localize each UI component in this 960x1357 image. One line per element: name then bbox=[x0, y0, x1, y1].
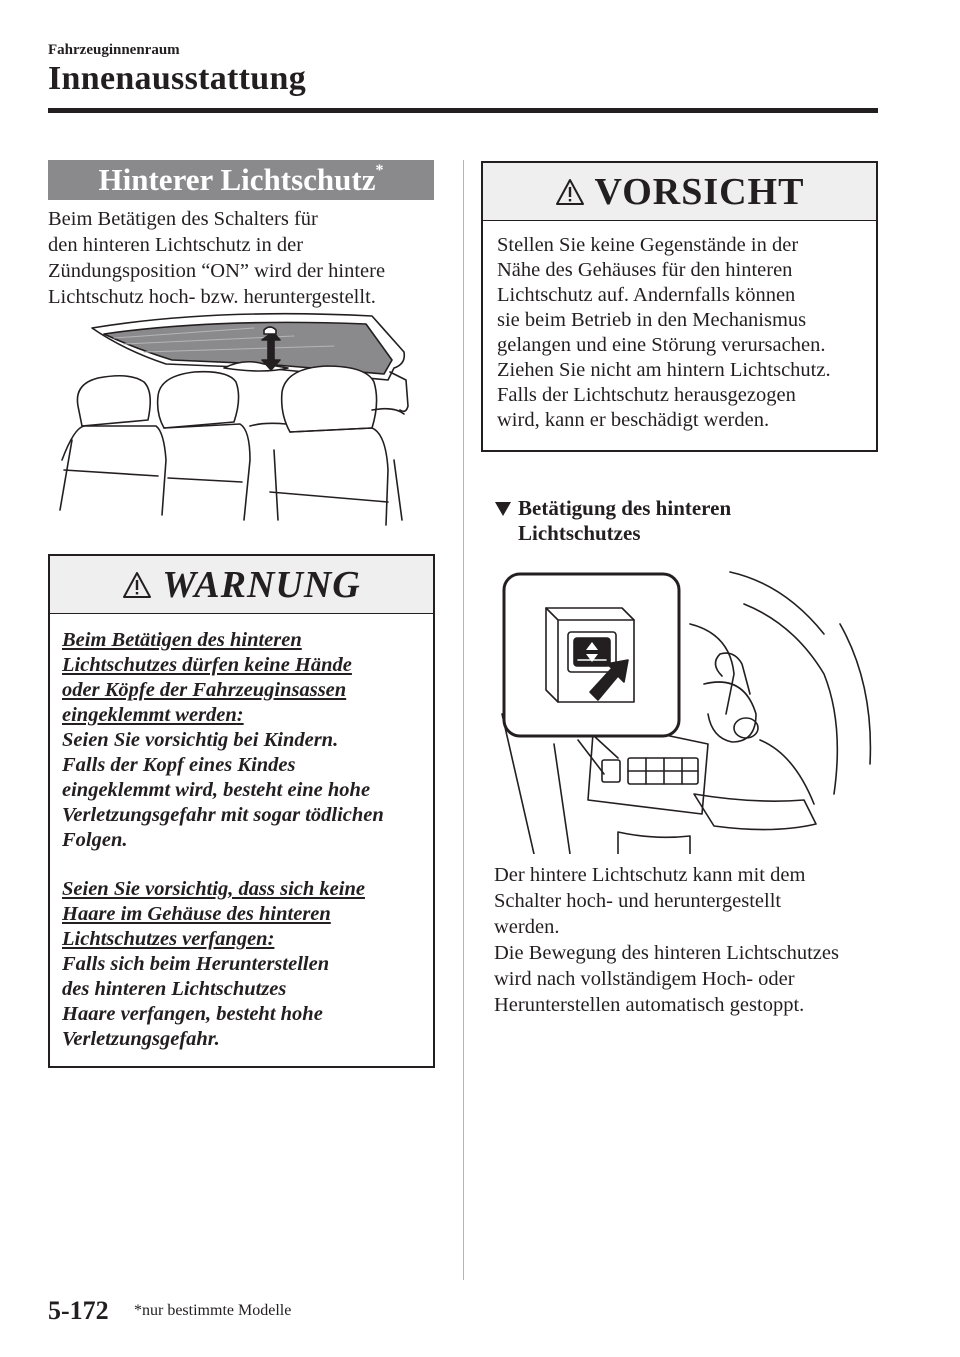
page-number: 5-172 bbox=[48, 1296, 109, 1325]
warning-heading-line: Seien Sie vorsichtig, dass sich keine bbox=[62, 878, 365, 900]
warning-heading-line: Haare im Gehäuse des hinteren bbox=[62, 903, 331, 925]
operation-line: Der hintere Lichtschutz kann mit dem bbox=[494, 864, 806, 886]
warning-text-line: Falls sich beim Herunterstellen bbox=[62, 953, 330, 975]
warning-heading-line: oder Köpfe der Fahrzeuginsassen bbox=[62, 679, 347, 701]
operation-paragraph bbox=[494, 862, 878, 1018]
caution-line: gelangen und eine Störung verursachen. bbox=[497, 334, 826, 356]
caution-line: sie beim Betrieb in den Mechanismus bbox=[497, 309, 807, 331]
caution-triangle-icon bbox=[555, 178, 585, 206]
operation-line: werden. bbox=[494, 916, 560, 938]
operation-heading-line: Lichtschutzes bbox=[518, 521, 641, 545]
caution-line: Falls der Lichtschutz herausgezogen bbox=[497, 384, 796, 406]
caution-line: Ziehen Sie nicht am hintern Lichtschutz. bbox=[497, 359, 831, 381]
section-heading bbox=[48, 160, 434, 200]
warning-text-line: Haare verfangen, besteht hohe bbox=[62, 1003, 323, 1025]
warning-heading-line: Lichtschutzes verfangen: bbox=[62, 928, 275, 950]
caution-line: wird, kann er beschädigt werden. bbox=[497, 409, 770, 431]
intro-line: Beim Betätigen des Schalters für bbox=[48, 208, 318, 230]
paragraph-gap bbox=[62, 853, 423, 877]
rear-sunshade-illustration bbox=[54, 310, 414, 532]
caution-title: VORSICHT bbox=[594, 170, 805, 213]
warning-header bbox=[50, 556, 433, 614]
caution-line: Lichtschutz auf. Andernfalls können bbox=[497, 284, 796, 306]
header-rule bbox=[48, 108, 878, 113]
footnote: *nur bestimmte Modelle bbox=[134, 1302, 292, 1319]
section-heading-mark: * bbox=[375, 162, 384, 179]
page-title: Innenausstattung bbox=[48, 60, 307, 97]
operation-line: Herunterstellen automatisch gestoppt. bbox=[494, 994, 805, 1016]
intro-paragraph bbox=[48, 206, 438, 310]
warning-triangle-icon bbox=[122, 571, 152, 599]
warning-title: WARNUNG bbox=[162, 563, 361, 606]
intro-line: Lichtschutz hoch- bzw. heruntergestellt. bbox=[48, 286, 376, 308]
warning-heading-line: Beim Betätigen des hinteren bbox=[62, 629, 302, 651]
operation-heading-line: Betätigung des hinteren bbox=[518, 496, 732, 520]
warning-text-line: des hinteren Lichtschutzes bbox=[62, 978, 287, 1000]
triangle-bullet-icon bbox=[494, 501, 512, 517]
caution-body bbox=[483, 221, 876, 433]
warning-heading-line: eingeklemmt werden: bbox=[62, 704, 244, 726]
warning-text-line: Falls der Kopf eines Kindes bbox=[62, 754, 296, 776]
section-label: Fahrzeuginnenraum bbox=[48, 42, 180, 58]
warning-text-line: eingeklemmt wird, besteht eine hohe bbox=[62, 779, 371, 801]
warning-heading-line: Lichtschutzes dürfen keine Hände bbox=[62, 654, 352, 676]
caution-box bbox=[481, 161, 878, 452]
operation-line: wird nach vollständigem Hoch- oder bbox=[494, 968, 795, 990]
operation-line: Schalter hoch- und heruntergestellt bbox=[494, 890, 782, 912]
warning-text-line: Verletzungsgefahr. bbox=[62, 1028, 220, 1050]
intro-line: Zündungsposition “ON” wird der hintere bbox=[48, 260, 386, 282]
operation-heading-text bbox=[518, 496, 731, 546]
warning-text-line: Seien Sie vorsichtig bei Kindern. bbox=[62, 729, 339, 751]
intro-line: den hinteren Lichtschutz in der bbox=[48, 234, 304, 256]
warning-box bbox=[48, 554, 435, 1068]
column-divider bbox=[463, 160, 464, 1280]
caution-line: Stellen Sie keine Gegenstände in der bbox=[497, 234, 799, 256]
sunshade-switch-illustration bbox=[494, 564, 878, 854]
caution-line: Nähe des Gehäuses für den hinteren bbox=[497, 259, 793, 281]
operation-heading bbox=[494, 496, 874, 546]
warning-text-line: Folgen. bbox=[62, 829, 128, 851]
warning-text-line: Verletzungsgefahr mit sogar tödlichen bbox=[62, 804, 384, 826]
warning-body bbox=[50, 614, 433, 1052]
caution-header bbox=[483, 163, 876, 221]
operation-line: Die Bewegung des hinteren Lichtschutzes bbox=[494, 942, 839, 964]
section-heading-text: Hinterer Lichtschutz bbox=[98, 162, 376, 197]
